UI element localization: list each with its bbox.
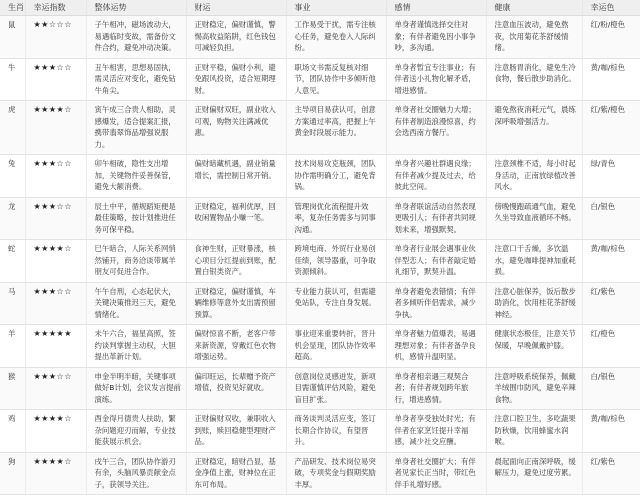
- health-cell: 注意血压波动，避免熬夜，饮用菊花茶舒缓情绪。: [486, 16, 582, 59]
- table-row: [0, 101, 640, 155]
- table-row: [0, 240, 640, 283]
- header-lucky-color: 幸运色: [582, 0, 640, 16]
- lucky-color-cell: 绿/青色: [582, 155, 640, 198]
- love-cell: 单身者谨慎选择交往对象；有伴者避免因小事争吵，多沟通。: [386, 16, 486, 59]
- health-cell: 注意呼吸系统保养，佩戴羊绒围巾防风，避免辛辣食物。: [486, 367, 582, 410]
- lucky-index-stars: ★★★★☆: [25, 101, 86, 155]
- zodiac-cell: 猴: [0, 367, 25, 410]
- lucky-color-cell: 黄/咖/棕色: [582, 410, 640, 453]
- table-row: [0, 452, 640, 495]
- overall-fortune-cell: 巳午暗合，人际关系网悄然铺开，商务洽谈带属羊朋友可促进合作。: [86, 240, 186, 283]
- lucky-index-stars: ★★★☆☆: [25, 58, 86, 101]
- love-cell: 单身者社交圈魅力大增；有伴者制造浪漫惊喜，约会选西南方餐厅。: [386, 101, 486, 155]
- table-header-row: [0, 0, 640, 16]
- zodiac-cell: 虎: [0, 101, 25, 155]
- lucky-index-stars: ★★★☆☆: [25, 367, 86, 410]
- career-cell: 商务谈判灵活应变，签订长期合作协议，有望晋升。: [286, 410, 386, 453]
- overall-fortune-cell: 卯午相破，隐性支出增加，关键物件妥善保管，避免大额消费。: [86, 155, 186, 198]
- header-zodiac: 生肖: [0, 0, 25, 16]
- zodiac-cell: 蛇: [0, 240, 25, 283]
- table-row: [0, 325, 640, 368]
- love-cell: 单身者兴趣社群遇良缘；有伴者减少提及过去，给彼此空间。: [386, 155, 486, 198]
- header-health: 健康: [486, 0, 582, 16]
- lucky-index-stars: ★★☆☆☆: [25, 16, 86, 59]
- wealth-cell: 正财稳定，偏财谨慎，车辆维修等意外支出需预留预算。: [186, 282, 286, 325]
- table-row: [0, 197, 640, 240]
- zodiac-cell: 狗: [0, 452, 25, 495]
- career-cell: 事业迎来重要转折，晋升机会显现，团队协作效率超高。: [286, 325, 386, 368]
- health-cell: 注意颈椎不适，每小时起身活动，正南放绿植改善风水。: [486, 155, 582, 198]
- career-cell: 主导项目易获认可，创意方案通过率高，把握上午黄金时段展示能力。: [286, 101, 386, 155]
- header-wealth: 财运: [186, 0, 286, 16]
- overall-fortune-cell: 戌午三合，团队协作游刃有余，头脑风暴贡献金点子，获领导关注。: [86, 452, 186, 495]
- lucky-color-cell: 黄/咖/棕色: [582, 58, 640, 101]
- career-cell: 跨境电商、外贸行业易创佳绩，领导器重，可争取资源倾斜。: [286, 240, 386, 283]
- career-cell: 产品研发、技术岗位易突破，专项奖金与假期奖励丰厚。: [286, 452, 386, 495]
- career-cell: 创意岗位灵感迸发，新项目需谨慎评估风险，避免盲目扩张。: [286, 367, 386, 410]
- lucky-index-stars: ★★★★☆: [25, 410, 86, 453]
- zodiac-cell: 鸡: [0, 410, 25, 453]
- wealth-cell: 偏财惊喜不断，老客户带来新资源，穿戴红色衣物增强运势。: [186, 325, 286, 368]
- lucky-index-stars: ★★★☆☆: [25, 155, 86, 198]
- lucky-index-stars: ★★★☆☆: [25, 197, 86, 240]
- career-cell: 专业能力获认可，但需避免站队，专注自身发展。: [286, 282, 386, 325]
- love-cell: 单身者享受独处时光；有伴者在家烹饪提升幸福感，减少社交应酬。: [386, 410, 486, 453]
- overall-fortune-cell: 寅午成三合贵人相助，灵感爆发，适合提案汇报，携带翡翠饰品增强说服力。: [86, 101, 186, 155]
- wealth-cell: 正财稳定，暗财凸显，基金净值上涨，财神位在正东可布局。: [186, 452, 286, 495]
- wealth-cell: 正财偏财双收，兼职收入到账，赎回稳健型理财产品。: [186, 410, 286, 453]
- career-cell: 职场文书需反复核对细节，团队协作中多倾听他人意见。: [286, 58, 386, 101]
- wealth-cell: 食神生财，正财暴涨，核心项目分红提前到账，配置白银类资产。: [186, 240, 286, 283]
- health-cell: 注意口干舌燥，多饮温水，避免咖啡提神加重耗损。: [486, 240, 582, 283]
- table-row: [0, 367, 640, 410]
- lucky-index-stars: ★★★★☆: [25, 452, 86, 495]
- lucky-index-stars: ★★★☆☆: [25, 282, 86, 325]
- table-row: [0, 58, 640, 101]
- overall-fortune-cell: 丑午相害，思想易固执，需灵活应对变化，避免钻牛角尖。: [86, 58, 186, 101]
- health-cell: 傍晚慢跑疏通气血，避免久坐导致血液循环不畅。: [486, 197, 582, 240]
- lucky-color-cell: 红/粉/橙色: [582, 16, 640, 59]
- zodiac-cell: 牛: [0, 58, 25, 101]
- wealth-cell: 正财偏财双旺，副业收入可观，购物关注满减优惠。: [186, 101, 286, 155]
- wealth-cell: 偏印旺运，长辈赠予资产增值，投资见好就收。: [186, 367, 286, 410]
- health-cell: 晨起面向正南深呼吸，缓解压力，避免过度劳累。: [486, 452, 582, 495]
- zodiac-cell: 龙: [0, 197, 25, 240]
- table-row: [0, 16, 640, 59]
- love-cell: 单身者魅力值爆表，易遇理想对象；有伴者备孕良机，感情升温明显。: [386, 325, 486, 368]
- table-row: [0, 155, 640, 198]
- love-cell: 单身者行业展会遇事业伙伴型恋人；有伴者敲定婚礼细节，默契升温。: [386, 240, 486, 283]
- overall-fortune-cell: 酉金得月德贵人扶助，繁杂问题迎刃而解，专业技能获展示机会。: [86, 410, 186, 453]
- overall-fortune-cell: 午午自刑，心态起伏大，关键决策推迟三天，避免情绪化。: [86, 282, 186, 325]
- table-row: [0, 282, 640, 325]
- lucky-color-cell: 红/紫色: [582, 452, 640, 495]
- health-cell: 注意口腔卫生，多吃蔬果防秋燥，饮用蜂蜜水润喉。: [486, 410, 582, 453]
- love-cell: 单身者避免表错情；有伴者多倾听伴侣需求，减少争执。: [386, 282, 486, 325]
- lucky-color-cell: 红/紫色: [582, 282, 640, 325]
- header-overall: 整体运势: [86, 0, 186, 16]
- wealth-cell: 偏财暗藏机遇，副业销量增长，需控制日常开销。: [186, 155, 286, 198]
- lucky-color-cell: 黄/咖/棕色: [582, 240, 640, 283]
- zodiac-cell: 鼠: [0, 16, 25, 59]
- wealth-cell: 正财稳定，偏财谨慎，警惕高收益陷阱，红色钱包可减轻负担。: [186, 16, 286, 59]
- wealth-cell: 正财稳定，福利优厚，回收闲置物品小赚一笔。: [186, 197, 286, 240]
- zodiac-cell: 马: [0, 282, 25, 325]
- overall-fortune-cell: 申金半明半暗，关键事项做好B计划，会议发言提前演练。: [86, 367, 186, 410]
- overall-fortune-cell: 辰土中平，循规蹈矩便是最佳策略，按计划推进任务可保平稳。: [86, 197, 186, 240]
- zodiac-cell: 羊: [0, 325, 25, 368]
- career-cell: 技术岗易攻克瓶颈，团队协作需明确分工，避免背锅。: [286, 155, 386, 198]
- lucky-index-stars: ★★★★★: [25, 325, 86, 368]
- table-row: [0, 410, 640, 453]
- love-cell: 单身者暂宜专注事业；有伴者送小礼物化解矛盾，增进感情。: [386, 58, 486, 101]
- header-lucky-index: 幸运指数: [25, 0, 86, 16]
- lucky-index-stars: ★★★★☆: [25, 240, 86, 283]
- zodiac-cell: 兔: [0, 155, 25, 198]
- lucky-color-cell: 白/银色: [582, 367, 640, 410]
- health-cell: 避免熬夜消耗元气，晨练深呼吸增强活力。: [486, 101, 582, 155]
- career-cell: 工作易受干扰，需专注核心任务，避免卷入人际纠纷。: [286, 16, 386, 59]
- overall-fortune-cell: 未午六合，福星高照，签约谈判掌握主动权，大胆提出革新计划。: [86, 325, 186, 368]
- love-cell: 单身者社交圈扩大；有伴者见家长正当时，带红色伴手礼增好感。: [386, 452, 486, 495]
- health-cell: 注意心脏保养，饭后散步助消化，饮用桂花茶舒缓神经。: [486, 282, 582, 325]
- career-cell: 管理岗优化流程提升效率，复杂任务需多与同事沟通。: [286, 197, 386, 240]
- health-cell: 健康状态极佳，注意关节保暖，早晚佩戴护膝。: [486, 325, 582, 368]
- header-career: 事业: [286, 0, 386, 16]
- lucky-color-cell: 红/紫/橙色: [582, 101, 640, 155]
- header-love: 感情: [386, 0, 486, 16]
- love-cell: 单身者联谊活动自然表现更吸引人；有伴者共同规划未来，增强默契。: [386, 197, 486, 240]
- health-cell: 注意肠胃消化，避免生冷食物，餐后散步助消化。: [486, 58, 582, 101]
- love-cell: 单身者相亲遇三观契合者；有伴者规划跨年旅行，增进感情。: [386, 367, 486, 410]
- wealth-cell: 正财平稳，偏财小利，避免跟风投资，适合短期理财。: [186, 58, 286, 101]
- lucky-color-cell: 红/橙色: [582, 325, 640, 368]
- overall-fortune-cell: 子午相冲，磁场波动大，易遇临时变故，需备份文件合约，避免冲动决策。: [86, 16, 186, 59]
- lucky-color-cell: 白/银色: [582, 197, 640, 240]
